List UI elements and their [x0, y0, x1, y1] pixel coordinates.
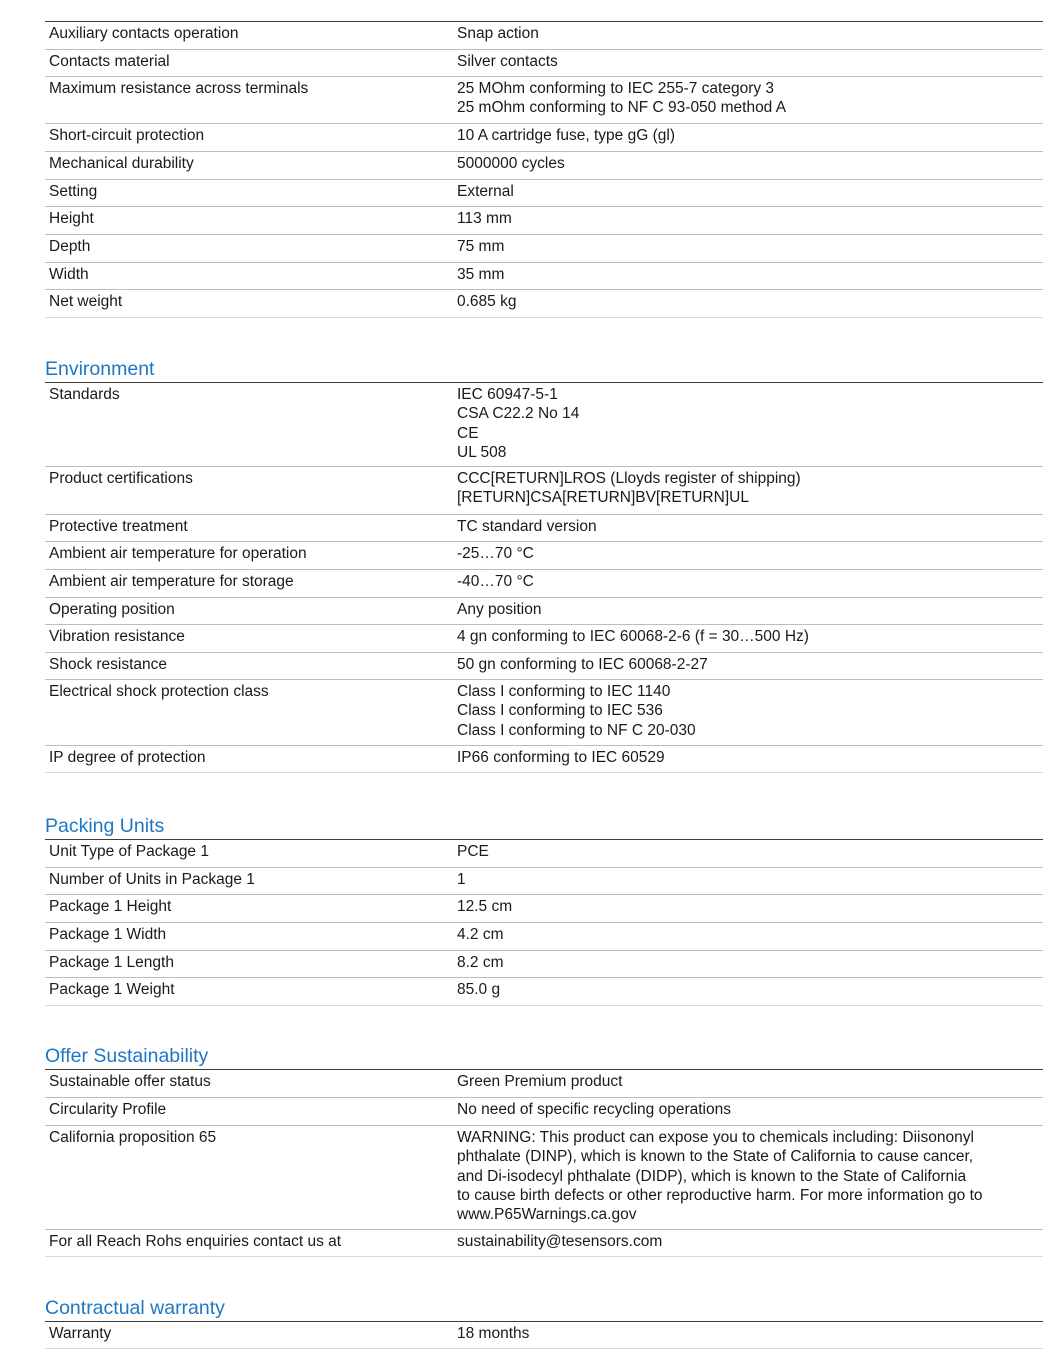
table-row: [45, 235, 1043, 263]
row-value: CCC[RETURN]LROS (Lloyds register of shipping) [RETURN]CSA[RETURN]BV[RETURN]UL: [457, 470, 801, 507]
table-row: [45, 951, 1043, 978]
table-row: [45, 22, 1043, 50]
table-row: [45, 50, 1043, 77]
table-row: [45, 152, 1043, 180]
table-row: [45, 653, 1043, 680]
table-row: [45, 978, 1043, 1006]
row-value: 85.0 g: [457, 981, 501, 998]
spec-table: [45, 21, 1043, 318]
row-label: Maximum resistance across terminals: [49, 80, 309, 97]
row-value: Any position: [457, 601, 542, 618]
row-label: Protective treatment: [49, 518, 188, 535]
table-row: [45, 598, 1043, 625]
table-row: [45, 542, 1043, 570]
row-value: External: [457, 183, 514, 200]
row-value: Silver contacts: [457, 53, 558, 70]
section-title: Contractual warranty: [45, 1297, 225, 1319]
row-label: Height: [49, 210, 94, 227]
row-value: 5000000 cycles: [457, 155, 565, 172]
row-value: 8.2 cm: [457, 954, 504, 971]
row-label: Operating position: [49, 601, 175, 618]
table-row: [45, 680, 1043, 746]
row-label: Unit Type of Package 1: [49, 843, 209, 860]
table-row: [45, 77, 1043, 124]
row-label: Contacts material: [49, 53, 170, 70]
table-row: [45, 263, 1043, 290]
row-value: 18 months: [457, 1325, 530, 1342]
table-row: [45, 625, 1043, 653]
row-label: Product certifications: [49, 470, 193, 487]
table-row: [45, 207, 1043, 235]
row-label: Package 1 Height: [49, 898, 172, 915]
table-row: [45, 1322, 1043, 1349]
contact-email[interactable]: sustainability@tesensors.com: [457, 1233, 663, 1250]
row-label: Net weight: [49, 293, 123, 310]
section-title: Environment: [45, 358, 155, 380]
row-label: Auxiliary contacts operation: [49, 25, 239, 42]
row-label: Width: [49, 266, 89, 283]
table-row: [45, 290, 1043, 318]
table-row: [45, 570, 1043, 598]
spec-table: [45, 839, 1043, 1006]
table-row: [45, 1070, 1043, 1098]
row-value: PCE: [457, 843, 489, 860]
table-row: [45, 1230, 1043, 1257]
table-row: [45, 840, 1043, 868]
row-label: Warranty: [49, 1325, 112, 1342]
row-label: Depth: [49, 238, 91, 255]
row-value: Snap action: [457, 25, 539, 42]
row-label: For all Reach Rohs enquiries contact us at: [49, 1233, 342, 1250]
table-row: [45, 383, 1043, 467]
row-label: IP degree of protection: [49, 749, 206, 766]
spec-table: [45, 1321, 1043, 1349]
row-value: WARNING: This product can expose you to chemicals including: Diisononyl phthalate (DINP), which is known to the State of California to cause cancer, and Di-isodecyl phthalate (DIDP), which is known to the State of California to cause birth defects or other reproductive harm. For more information go to www.P65Warnings.ca.gov: [457, 1129, 983, 1224]
row-value: 1: [457, 871, 466, 888]
row-value: 113 mm: [457, 210, 512, 227]
row-value: No need of specific recycling operations: [457, 1101, 731, 1118]
row-value: 4 gn conforming to IEC 60068-2-6 (f = 30…500 Hz): [457, 628, 809, 645]
row-value: 75 mm: [457, 238, 505, 255]
table-row: [45, 1126, 1043, 1230]
section-title: Offer Sustainability: [45, 1045, 209, 1067]
row-label: Circularity Profile: [49, 1101, 167, 1118]
row-value: IEC 60947-5-1 CSA C22.2 No 14 CE UL 508: [457, 386, 580, 461]
row-label: Package 1 Length: [49, 954, 174, 971]
table-row: [45, 515, 1043, 542]
row-value: 25 MOhm conforming to IEC 255-7 category 3 25 mOhm conforming to NF C 93-050 method A: [457, 80, 787, 117]
row-label: Package 1 Width: [49, 926, 167, 943]
row-value: 4.2 cm: [457, 926, 504, 943]
row-value: 0.685 kg: [457, 293, 517, 310]
row-label: Shock resistance: [49, 656, 168, 673]
row-value: -25…70 °C: [457, 545, 534, 562]
row-label: Ambient air temperature for operation: [49, 545, 307, 562]
row-label: Standards: [49, 386, 120, 403]
row-label: Package 1 Weight: [49, 981, 175, 998]
row-label: Mechanical durability: [49, 155, 194, 172]
table-row: [45, 746, 1043, 773]
row-label: Ambient air temperature for storage: [49, 573, 294, 590]
table-row: [45, 1098, 1043, 1126]
row-value: 35 mm: [457, 266, 505, 283]
row-label: Electrical shock protection class: [49, 683, 269, 700]
row-label: Sustainable offer status: [49, 1073, 211, 1090]
table-row: [45, 868, 1043, 895]
row-label: Setting: [49, 183, 98, 200]
table-row: [45, 467, 1043, 515]
row-label: Short-circuit protection: [49, 127, 205, 144]
row-value: -40…70 °C: [457, 573, 534, 590]
table-row: [45, 895, 1043, 923]
row-value: Green Premium product: [457, 1073, 623, 1090]
row-label: Number of Units in Package 1: [49, 871, 255, 888]
row-value: IP66 conforming to IEC 60529: [457, 749, 665, 766]
spec-table: [45, 1069, 1043, 1257]
row-label: Vibration resistance: [49, 628, 185, 645]
row-value: 12.5 cm: [457, 898, 513, 915]
row-label: California proposition 65: [49, 1129, 217, 1146]
table-row: [45, 124, 1043, 152]
row-value: Class I conforming to IEC 1140 Class I conforming to IEC 536 Class I conforming to NF C 20-030: [457, 683, 696, 739]
section-title: Packing Units: [45, 815, 165, 837]
spec-table: [45, 382, 1043, 773]
row-value: 10 A cartridge fuse, type gG (gl): [457, 127, 675, 144]
table-row: [45, 180, 1043, 207]
row-value: 50 gn conforming to IEC 60068-2-27: [457, 656, 708, 673]
row-value: TC standard version: [457, 518, 597, 535]
table-row: [45, 923, 1043, 951]
